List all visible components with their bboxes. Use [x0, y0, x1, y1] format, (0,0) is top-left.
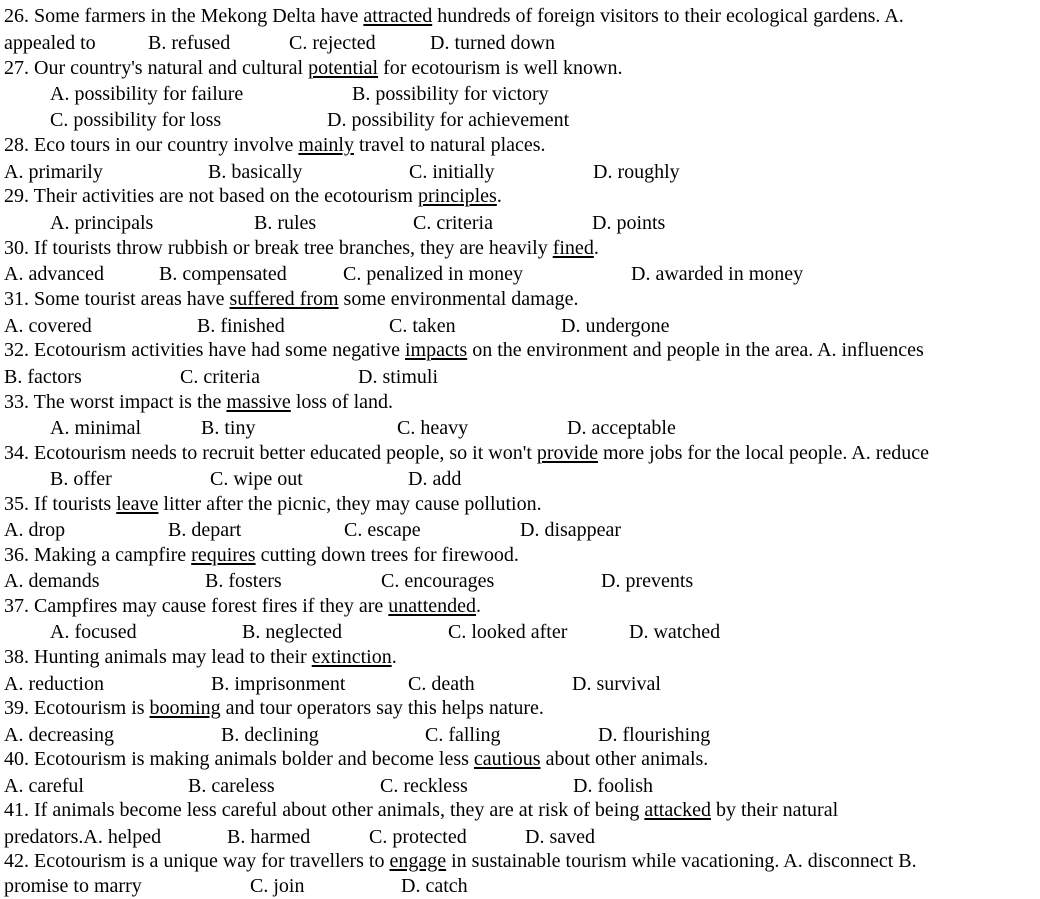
- question-34: [4, 441, 929, 466]
- question-text: about other animals.: [540, 748, 709, 770]
- option-a[interactable]: A. drop: [4, 519, 66, 541]
- option-a[interactable]: A. minimal: [50, 417, 142, 439]
- question-text: 35. If tourists: [4, 493, 117, 515]
- question-29: [4, 184, 502, 209]
- option-a[interactable]: appealed to: [4, 32, 96, 54]
- option-c[interactable]: C. join: [250, 875, 305, 897]
- option-d[interactable]: D. roughly: [593, 161, 680, 183]
- option-c[interactable]: C. taken: [389, 315, 456, 337]
- option-b[interactable]: B. neglected: [242, 621, 342, 643]
- option-d[interactable]: D. stimuli: [358, 366, 439, 388]
- question-36: [4, 543, 519, 568]
- question-text: 42. Ecotourism is a unique way for travellers to: [4, 850, 390, 872]
- option-c[interactable]: C. penalized in money: [343, 263, 523, 285]
- option-d[interactable]: D. acceptable: [567, 417, 676, 439]
- option-b[interactable]: B. refused: [148, 32, 231, 54]
- option-b[interactable]: B. imprisonment: [211, 673, 346, 695]
- option-d[interactable]: D. undergone: [561, 315, 670, 337]
- option-a[interactable]: A. possibility for failure: [50, 83, 244, 105]
- option-d[interactable]: D. turned down: [430, 32, 555, 54]
- question-text: more jobs for the local people. A. reduce: [597, 442, 929, 464]
- question-text: 26. Some farmers in the Mekong Delta have: [4, 5, 364, 27]
- underlined-word: extinction: [311, 646, 392, 668]
- option-a[interactable]: A. demands: [4, 570, 100, 592]
- underlined-word: leave: [116, 493, 159, 515]
- question-text: 33. The worst impact is the: [4, 391, 227, 413]
- question-31: [4, 287, 578, 312]
- underlined-word: unattended: [388, 595, 477, 617]
- question-38: [4, 645, 397, 670]
- underlined-word: attacked: [644, 799, 711, 821]
- question-text: .: [593, 237, 599, 259]
- option-b[interactable]: B. depart: [168, 519, 242, 541]
- question-text: 41. If animals become less careful about other animals, they are at risk of being: [4, 799, 645, 821]
- question-33: [4, 390, 393, 415]
- underlined-word: fined: [552, 237, 594, 259]
- question-text: 38. Hunting animals may lead to their: [4, 646, 312, 668]
- question-text: hundreds of foreign visitors to their ecological gardens. A.: [432, 5, 904, 27]
- option-d[interactable]: D. awarded in money: [631, 263, 804, 285]
- underlined-word: suffered from: [229, 288, 339, 310]
- option-b[interactable]: B. offer: [50, 468, 112, 490]
- option-d[interactable]: D. watched: [629, 621, 721, 643]
- option-b[interactable]: promise to marry: [4, 875, 142, 897]
- option-b[interactable]: B. fosters: [205, 570, 282, 592]
- underlined-word: massive: [226, 391, 291, 413]
- option-c[interactable]: C. wipe out: [210, 468, 303, 490]
- option-c[interactable]: C. criteria: [413, 212, 493, 234]
- option-b[interactable]: B. careless: [188, 775, 275, 797]
- question-text: 40. Ecotourism is making animals bolder and become less: [4, 748, 474, 770]
- question-text: litter after the picnic, they may cause pollution.: [158, 493, 542, 515]
- question-27: [4, 56, 622, 81]
- option-c[interactable]: C. escape: [344, 519, 421, 541]
- option-d[interactable]: D. disappear: [520, 519, 622, 541]
- question-text: 28. Eco tours in our country involve: [4, 134, 299, 156]
- question-text: on the environment and people in the area. A. influences: [467, 339, 924, 361]
- question-text: 36. Making a campfire: [4, 544, 192, 566]
- option-b[interactable]: B. factors: [4, 366, 82, 388]
- option-a[interactable]: A. covered: [4, 315, 92, 337]
- option-c[interactable]: C. looked after: [448, 621, 568, 643]
- question-text: 27. Our country's natural and cultural: [4, 57, 309, 79]
- question-text: 30. If tourists throw rubbish or break tree branches, they are heavily: [4, 237, 553, 259]
- question-text: 39. Ecotourism is: [4, 697, 150, 719]
- question-30: [4, 236, 599, 261]
- option-b[interactable]: B. harmed: [227, 826, 311, 848]
- underlined-word: potential: [308, 57, 379, 79]
- question-text: by their natural: [710, 799, 839, 821]
- underlined-word: principles: [417, 185, 497, 207]
- option-c[interactable]: C. reckless: [380, 775, 468, 797]
- option-d[interactable]: D. prevents: [601, 570, 694, 592]
- option-d[interactable]: D. points: [592, 212, 666, 234]
- option-a[interactable]: A. decreasing: [4, 724, 114, 746]
- question-42: [4, 849, 917, 874]
- option-d[interactable]: D. add: [408, 468, 462, 490]
- question-40: [4, 747, 708, 772]
- question-text: .: [476, 595, 482, 617]
- option-c[interactable]: C. falling: [425, 724, 501, 746]
- underlined-word: impacts: [405, 339, 468, 361]
- question-text: in sustainable tourism while vacationing. A. disconnect B.: [446, 850, 917, 872]
- option-d[interactable]: D. saved: [525, 826, 595, 848]
- question-text: 34. Ecotourism needs to recruit better educated people, so it won't: [4, 442, 537, 464]
- option-b[interactable]: B. tiny: [201, 417, 256, 439]
- option-a[interactable]: A. advanced: [4, 263, 104, 285]
- underlined-word: engage: [389, 850, 447, 872]
- option-d[interactable]: D. possibility for achievement: [327, 109, 570, 131]
- option-a[interactable]: A. reduction: [4, 673, 104, 695]
- option-b[interactable]: B. rules: [254, 212, 317, 234]
- option-d[interactable]: D. flourishing: [598, 724, 711, 746]
- option-b[interactable]: B. possibility for victory: [352, 83, 549, 105]
- option-c[interactable]: C. protected: [369, 826, 467, 848]
- question-text: .: [391, 646, 397, 668]
- underlined-word: attracted: [363, 5, 433, 27]
- option-c[interactable]: C. death: [408, 673, 475, 695]
- underlined-word: booming: [149, 697, 221, 719]
- underlined-word: provide: [536, 442, 598, 464]
- question-text: 37. Campfires may cause forest fires if they are: [4, 595, 389, 617]
- underlined-word: cautious: [473, 748, 541, 770]
- option-a[interactable]: A. principals: [50, 212, 154, 234]
- question-text: cutting down trees for firewood.: [255, 544, 519, 566]
- option-c[interactable]: C. possibility for loss: [50, 109, 222, 131]
- question-39: [4, 696, 544, 721]
- question-text: loss of land.: [290, 391, 394, 413]
- underlined-word: mainly: [298, 134, 354, 156]
- option-d[interactable]: D. catch: [401, 875, 468, 897]
- option-d[interactable]: D. survival: [572, 673, 661, 695]
- question-text: travel to natural places.: [353, 134, 546, 156]
- question-text: for ecotourism is well known.: [378, 57, 623, 79]
- underlined-word: requires: [191, 544, 256, 566]
- option-b[interactable]: B. declining: [221, 724, 319, 746]
- option-b[interactable]: B. compensated: [159, 263, 287, 285]
- question-text: .: [496, 185, 502, 207]
- option-b[interactable]: B. finished: [197, 315, 285, 337]
- question-37: [4, 594, 481, 619]
- option-c[interactable]: C. rejected: [289, 32, 376, 54]
- option-a[interactable]: predators.A. helped: [4, 826, 162, 848]
- question-text: and tour operators say this helps nature.: [220, 697, 544, 719]
- question-text: some environmental damage.: [338, 288, 579, 310]
- question-text: 32. Ecotourism activities have had some negative: [4, 339, 405, 361]
- question-text: 31. Some tourist areas have: [4, 288, 230, 310]
- question-26: [4, 4, 904, 29]
- question-text: 29. Their activities are not based on the ecotourism: [4, 185, 418, 207]
- option-d[interactable]: D. foolish: [573, 775, 653, 797]
- option-c[interactable]: C. heavy: [397, 417, 469, 439]
- option-a[interactable]: A. careful: [4, 775, 84, 797]
- option-a[interactable]: A. focused: [50, 621, 137, 643]
- question-28: [4, 133, 546, 158]
- option-c[interactable]: C. criteria: [180, 366, 260, 388]
- question-32: [4, 338, 924, 363]
- question-35: [4, 492, 542, 517]
- option-c[interactable]: C. initially: [409, 161, 495, 183]
- option-a[interactable]: A. primarily: [4, 161, 103, 183]
- option-b[interactable]: B. basically: [208, 161, 303, 183]
- question-41: [4, 798, 838, 823]
- option-c[interactable]: C. encourages: [381, 570, 495, 592]
